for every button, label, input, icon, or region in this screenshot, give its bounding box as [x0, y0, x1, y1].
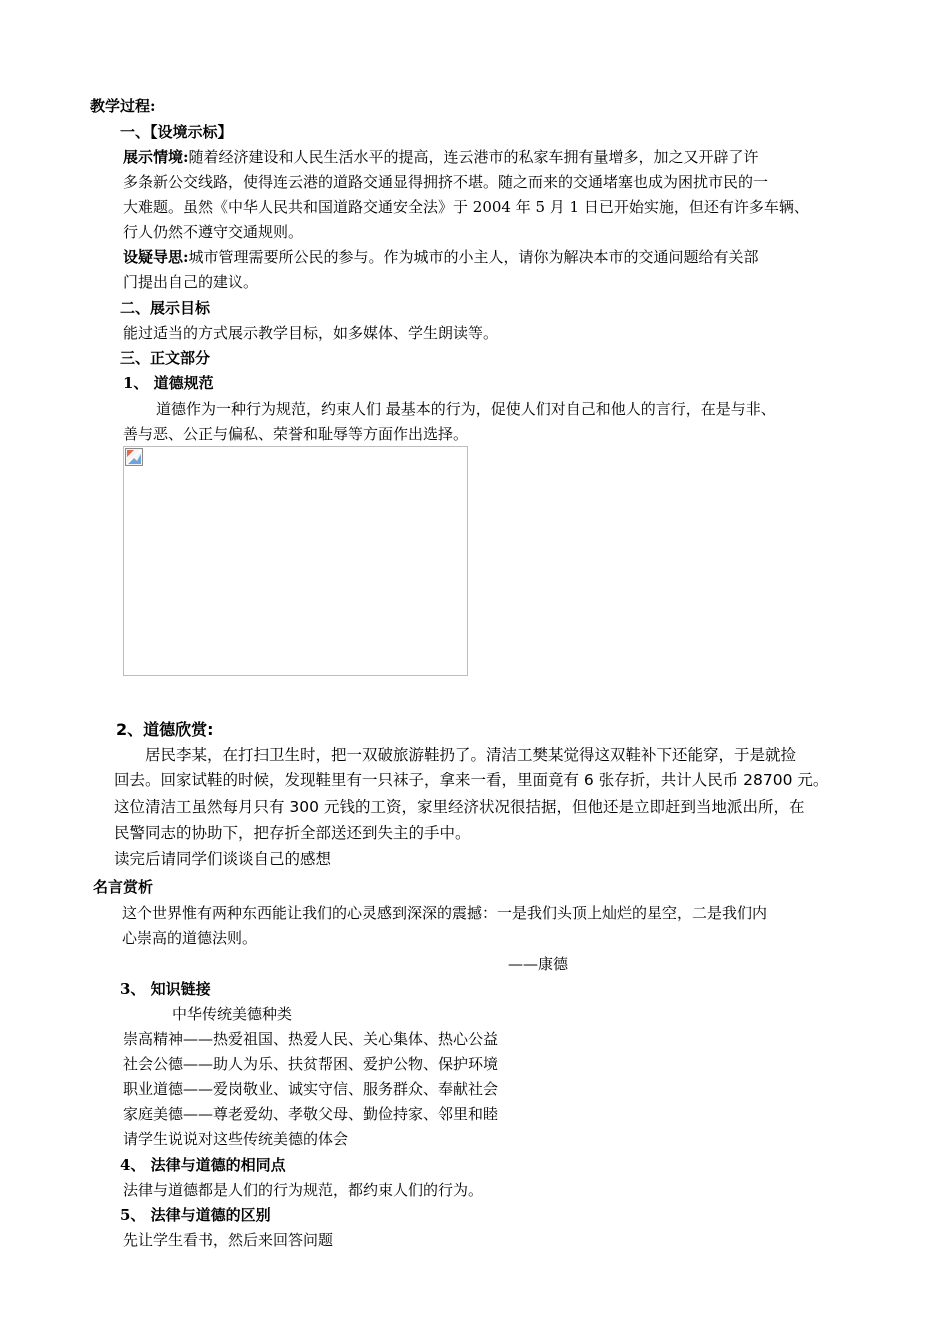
virtue-line-5: 请学生说说对这些传统美德的体会 [123, 1130, 349, 1148]
quote-line-1: 这个世界惟有两种东西能让我们的心灵感到深深的震撼：一是我们头顶上灿烂的星空，二是我们内 [122, 904, 768, 922]
scenario-line-3: 大难题。虽然《中华人民共和国道路交通安全法》于 2004 年 5 月 1 日已开始实施，但还有许多车辆、 [123, 198, 809, 216]
part3-heading: 三、正文部分 [120, 349, 211, 367]
s2-line-2: 回去。回家试鞋的时候，发现鞋里有一只袜子，拿来一看，里面竟有 6 张存折，共计人民币 28700 元。 [114, 771, 829, 789]
section-title: 教学过程: [90, 97, 156, 115]
s2-heading: 2、道德欣赏: [116, 720, 214, 739]
scenario-line-1: 展示情境:随着经济建设和人民生活水平的提高，连云港市的私家车拥有量增多，加之又开辟了许 [123, 148, 759, 166]
s4-text: 法律与道德都是人们的行为规范，都约束人们的行为。 [123, 1181, 484, 1199]
s1-line-1: 道德作为一种行为规范，约束人们 最基本的行为，促使人们对自己和他人的言行，在是与非、 [156, 400, 776, 418]
broken-image-icon [125, 448, 143, 466]
s5-heading: 5、 法律与道德的区别 [120, 1206, 271, 1224]
scenario-label: 展示情境: [123, 148, 189, 166]
part1-heading: 一、【设境示标】 [120, 123, 233, 141]
s1-heading: 1、 道德规范 [123, 374, 214, 392]
scenario-line-2: 多条新公交线路，使得连云港的道路交通显得拥挤不堪。随之而来的交通堵塞也成为困扰市民的一 [123, 173, 769, 191]
s4-heading: 4、 法律与道德的相同点 [120, 1156, 286, 1174]
part2-heading: 二、展示目标 [120, 299, 211, 317]
guide-line-1: 设疑导思:城市管理需要所公民的参与。作为城市的小主人，请你为解决本市的交通问题给有关部 [123, 248, 759, 266]
quote-attribution: ——康德 [508, 955, 569, 973]
image-placeholder [123, 446, 468, 676]
s2-line-4: 民警同志的协助下，把存折全部送还到失主的手中。 [114, 824, 471, 842]
scenario-line-4: 行人仍然不遵守交通规则。 [123, 223, 304, 241]
s5-text: 先让学生看书，然后来回答问题 [123, 1231, 334, 1249]
part2-text: 能过适当的方式展示教学目标，如多媒体、学生朗读等。 [123, 324, 499, 342]
virtue-line-3: 职业道德——爱岗敬业、诚实守信、服务群众、奉献社会 [123, 1080, 499, 1098]
s3-heading: 3、 知识链接 [120, 980, 211, 998]
s2-line-3: 这位清洁工虽然每月只有 300 元钱的工资，家里经济状况很拮据，但他还是立即赶到当地派出所，在 [114, 798, 805, 816]
quote-line-2: 心崇高的道德法则。 [122, 929, 258, 947]
s2-line-1: 居民李某，在打扫卫生时，把一双破旅游鞋扔了。清洁工樊某觉得这双鞋补下还能穿，于是就捡 [145, 746, 797, 764]
virtue-line-4: 家庭美德——尊老爱幼、孝敬父母、勤俭持家、邻里和睦 [123, 1105, 499, 1123]
quote-heading: 名言赏析 [93, 878, 154, 896]
virtue-line-1: 崇高精神——热爱祖国、热爱人民、关心集体、热心公益 [123, 1030, 499, 1048]
s2-line-5: 读完后请同学们谈谈自己的感想 [114, 850, 332, 868]
s3-subtitle: 中华传统美德种类 [172, 1005, 293, 1023]
s1-line-2: 善与恶、公正与偏私、荣誉和耻辱等方面作出选择。 [123, 425, 469, 443]
guide-label: 设疑导思: [123, 248, 189, 266]
guide-line-2: 门提出自己的建议。 [123, 273, 259, 291]
virtue-line-2: 社会公德——助人为乐、扶贫帮困、爱护公物、保护环境 [123, 1055, 499, 1073]
